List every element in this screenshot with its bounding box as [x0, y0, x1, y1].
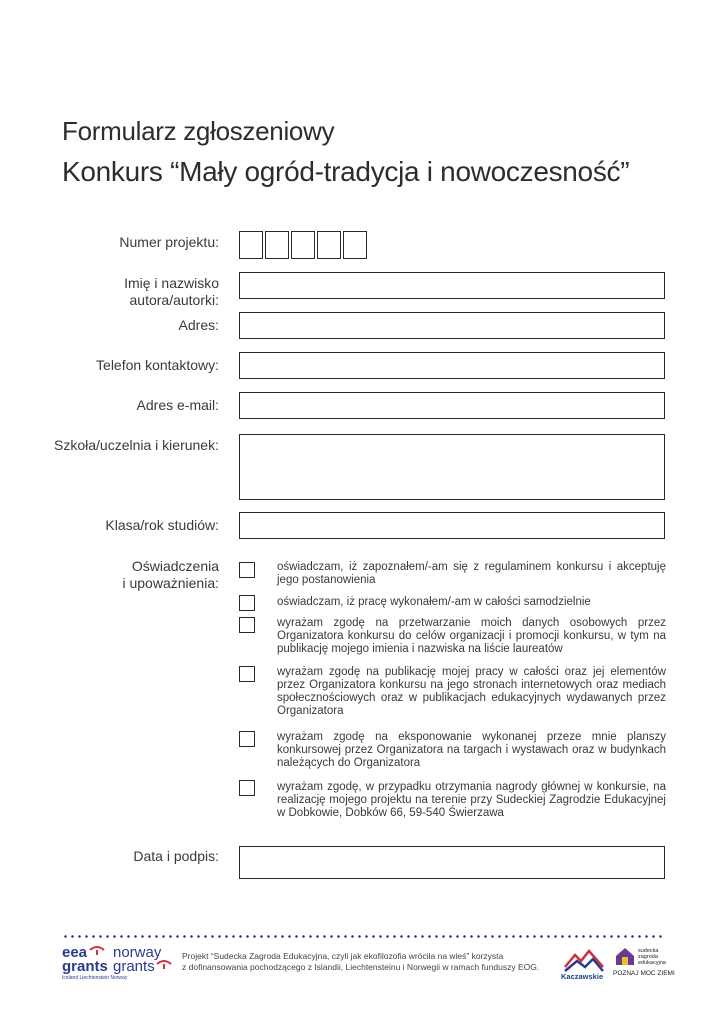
declaration-text-4: wyrażam zgodę na publikację mojej pracy w całości oraz jej elementów przez Organizatora konkursu na jego stronach internetowych oraz mediach społecznościowych oraz w publikacjach edukacyjnych wydawanych przez Organizatora [277, 666, 666, 717]
grants-subtext: Iceland Liechtenstein Norway [62, 975, 128, 981]
declaration-checkbox-1[interactable] [239, 562, 255, 578]
project-funding-line2: z dofinansowania pochodzącego z Islandii, Liechtensteinu i Norwegii w ramach funduszy EOG. [182, 962, 540, 972]
project-number-digit-5[interactable] [343, 231, 367, 259]
date-signature-label: Data i podpis: [133, 848, 219, 864]
zagroda-logo-line3: edukacyjna [638, 960, 666, 966]
poznaj-moc-ziemi-text: POZNAJ MOC ZIEMI [613, 970, 675, 977]
address-field[interactable] [239, 312, 665, 339]
email-label: Adres e-mail: [136, 397, 219, 413]
norway-bird-icon [156, 958, 172, 970]
declaration-checkbox-5[interactable] [239, 731, 255, 747]
declaration-checkbox-6[interactable] [239, 780, 255, 796]
class-label: Klasa/rok studiów: [105, 517, 219, 533]
address-label: Adres: [178, 317, 219, 333]
date-signature-field[interactable] [239, 846, 665, 879]
phone-field[interactable] [239, 352, 665, 379]
name-label [124, 275, 219, 309]
declaration-text-6: wyrażam zgodę, w przypadku otrzymania nagrody głównej w konkursie, na realizację mojego projektu na terenie przy Sudeckiej Zagrodzie Edukacyjnej w Dobkowie, Dobków 66, 59-540 Świerzawa [277, 781, 666, 819]
project-number-digit-2[interactable] [265, 231, 289, 259]
project-number-digit-1[interactable] [239, 231, 263, 259]
declaration-checkbox-3[interactable] [239, 617, 255, 633]
declarations-label [122, 558, 219, 592]
declaration-text-3: wyrażam zgodę na przetwarzanie moich danych osobowych przez Organizatora konkursu do celów organizacji i promocji konkursu, w tym na publikację mojego imienia i nazwiska na liście laureatów [277, 617, 666, 655]
school-field[interactable] [239, 434, 665, 500]
declaration-checkbox-4[interactable] [239, 666, 255, 682]
class-field[interactable] [239, 512, 665, 539]
email-field[interactable] [239, 392, 665, 419]
norway-logo-line2: grants [113, 958, 155, 975]
phone-label: Telefon kontaktowy: [96, 357, 219, 373]
project-funding-line1: Projekt “Sudecka Zagroda Edukacyjna, czyli jak ekofilozofia wróciła na wieś” korzysta [182, 951, 504, 961]
zagroda-logo-line1: sudecka [638, 948, 659, 954]
kaczawskie-logo-text: Kaczawskie [561, 972, 604, 981]
eea-logo-line1: eea [62, 944, 88, 961]
project-funding-note [182, 951, 562, 973]
norway-logo-line1: norway [113, 944, 162, 961]
zagroda-logo-line2: zagroda [638, 954, 658, 960]
declarations-label-line2: i upoważnienia: [122, 575, 219, 591]
project-number-digit-4[interactable] [317, 231, 341, 259]
zagroda-house-icon [615, 946, 635, 966]
name-label-line1: Imię i nazwisko [124, 275, 219, 291]
project-number-label: Numer projektu: [119, 234, 219, 250]
name-label-line2: autora/autorki: [129, 292, 219, 308]
declaration-text-5: wyrażam zgodę na eksponowanie wykonanej przeze mnie planszy konkursowej przez Organizatora na targach i wystawach oraz w budynkach należących do Organizatora [277, 731, 666, 769]
project-number-digit-3[interactable] [291, 231, 315, 259]
norway-grants-logo [113, 946, 161, 974]
zagroda-logo-text [638, 948, 666, 966]
name-field[interactable] [239, 272, 665, 299]
declarations-label-line1: Oświadczenia [131, 558, 219, 574]
footer-divider [62, 935, 666, 938]
eea-logo-line2: grants [62, 958, 108, 975]
declaration-text-2: oświadczam, iż pracę wykonałem/-am w całości samodzielnie [277, 596, 591, 608]
form-title: Formularz zgłoszeniowy [62, 116, 335, 146]
declaration-text-1: oświadczam, iż zapoznałem/-am się z regulaminem konkursu i akceptuję jego postanowienia [277, 561, 666, 586]
declaration-checkbox-2[interactable] [239, 595, 255, 611]
contest-title: Konkurs “Mały ogród-tradycja i nowoczesność” [62, 156, 630, 187]
school-label: Szkoła/uczelnia i kierunek: [54, 437, 219, 453]
eea-bird-icon [89, 944, 105, 956]
